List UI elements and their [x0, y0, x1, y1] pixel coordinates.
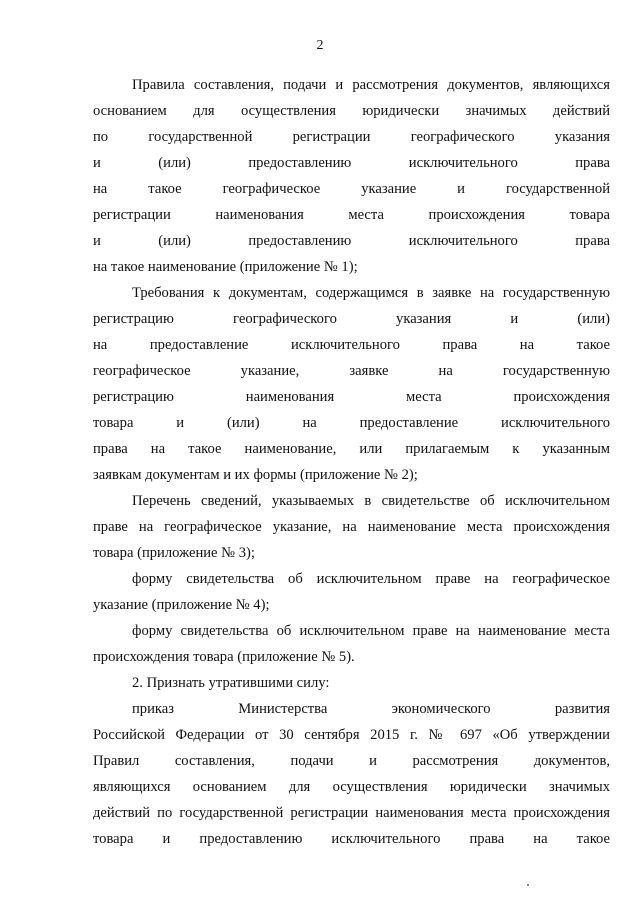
text-line: товара (приложение № 3);	[93, 545, 255, 561]
scan-speck	[527, 884, 529, 886]
text-line: Российской Федерации от 30 сентября 2015 г. № 697 «Об утверждении	[93, 727, 610, 743]
text-line: форму свидетельства об исключительном праве на географическое	[132, 571, 610, 587]
paragraph-certificate-form-appellation	[93, 618, 610, 670]
text-line: на такое географическое указание и государственной	[93, 181, 610, 197]
text-line: Правила составления, подачи и рассмотрения документов, являющихся	[132, 77, 610, 93]
text-line: на предоставление исключительного права на такое	[93, 337, 610, 353]
text-line: приказ Министерства экономического развития	[132, 701, 610, 717]
text-line: регистрацию наименования места происхождения	[93, 389, 610, 405]
text-line: Правил составления, подачи и рассмотрения документов,	[93, 753, 610, 769]
text-line: Перечень сведений, указываемых в свидетельстве об исключительном	[132, 493, 610, 509]
text-line: заявкам документам и их формы (приложение № 2);	[93, 467, 418, 483]
paragraph-requirements-documents	[93, 280, 610, 488]
text-line: основанием для осуществления юридически значимых действий	[93, 103, 610, 119]
paragraph-certificate-form-gi	[93, 566, 610, 618]
text-line: праве на географическое указание, на наименование места происхождения	[93, 519, 610, 535]
paragraph-order-repealed	[93, 696, 610, 852]
text-line: указание (приложение № 4);	[93, 597, 270, 613]
text-line: и (или) предоставлению исключительного права	[93, 233, 610, 249]
text-line: товара и предоставлению исключительного права на такое	[93, 831, 610, 847]
text-line: происхождения товара (приложение № 5).	[93, 649, 355, 665]
text-line: являющихся основанием для осуществления юридически значимых	[93, 779, 610, 795]
text-line: и (или) предоставлению исключительного права	[93, 155, 610, 171]
text-line: на такое наименование (приложение № 1);	[93, 259, 358, 275]
text-line: форму свидетельства об исключительном праве на наименование места	[132, 623, 610, 639]
text-line: географическое указание, заявке на государственную	[93, 363, 610, 379]
paragraph-rules-composition	[93, 72, 610, 280]
text-line: по государственной регистрации географического указания	[93, 129, 610, 145]
paragraph-repeal-heading	[93, 670, 610, 696]
text-line: действий по государственной регистрации наименования места происхождения	[93, 805, 610, 821]
document-body	[93, 72, 610, 852]
text-line: права на такое наименование, или прилагаемым к указанным	[93, 441, 610, 457]
text-line: Требования к документам, содержащимся в заявке на государственную	[132, 285, 610, 301]
text-line: регистрации наименования места происхождения товара	[93, 207, 610, 223]
paragraph-certificate-info-list	[93, 488, 610, 566]
text-line: товара и (или) на предоставление исключительного	[93, 415, 610, 431]
text-line: 2. Признать утратившими силу:	[132, 675, 330, 691]
page-number: 2	[316, 38, 324, 53]
text-line: регистрацию географического указания и (или)	[93, 311, 610, 327]
